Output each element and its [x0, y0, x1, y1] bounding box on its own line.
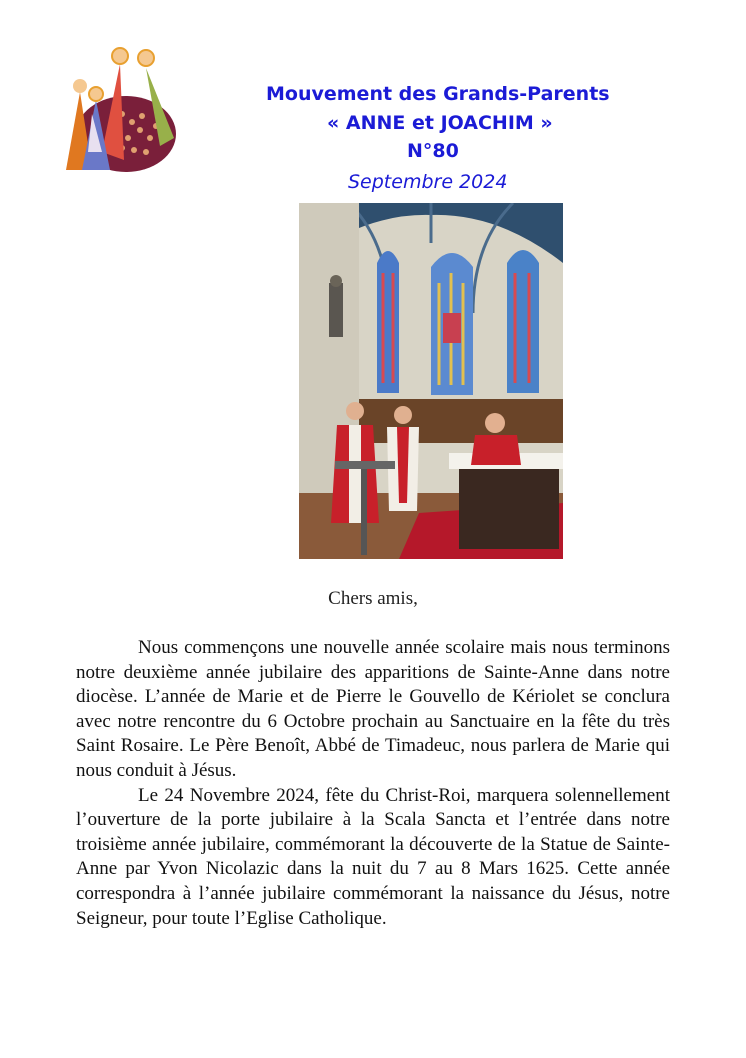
letter-body [76, 636, 670, 931]
church-mass-photo [299, 203, 563, 559]
paragraph-2: Le 24 Novembre 2024, fête du Christ-Roi, marquera solennellement l’ouverture de la porte jubilaire à la Scala Sancta et l’entrée dans notre troisième année jubilaire, commémorant la découverte de la Statue de Sainte-Anne par Yvon Nicolazic dans la nuit du 7 au 8 Mars 1625. Cette année correspondra à l’année jubilaire commémorant la naissance du Jésus, notre Seigneur, pour toute l’Eglise Catholique. [76, 784, 670, 929]
movement-logo [62, 42, 182, 176]
issue-number: N°80 [407, 140, 459, 162]
paragraph-1: Nous commençons une nouvelle année scolaire mais nous terminons notre deuxième année jubilaire des apparitions de Sainte-Anne dans notre diocèse. L’année de Marie et de Pierre le Gouvello de Kériolet se conclura avec notre rencontre du 6 Octobre prochain au Sanctuaire en la fête du très Saint Rosaire. Le Père Benoît, Abbé de Timadeuc, nous parlera de Marie qui nous conduit à Jésus. [76, 637, 670, 781]
movement-subtitle: « ANNE et JOACHIM » [327, 112, 553, 134]
greeting: Chers amis, [328, 588, 418, 609]
movement-name: Mouvement des Grands-Parents [266, 83, 610, 105]
issue-date: Septembre 2024 [348, 171, 508, 193]
